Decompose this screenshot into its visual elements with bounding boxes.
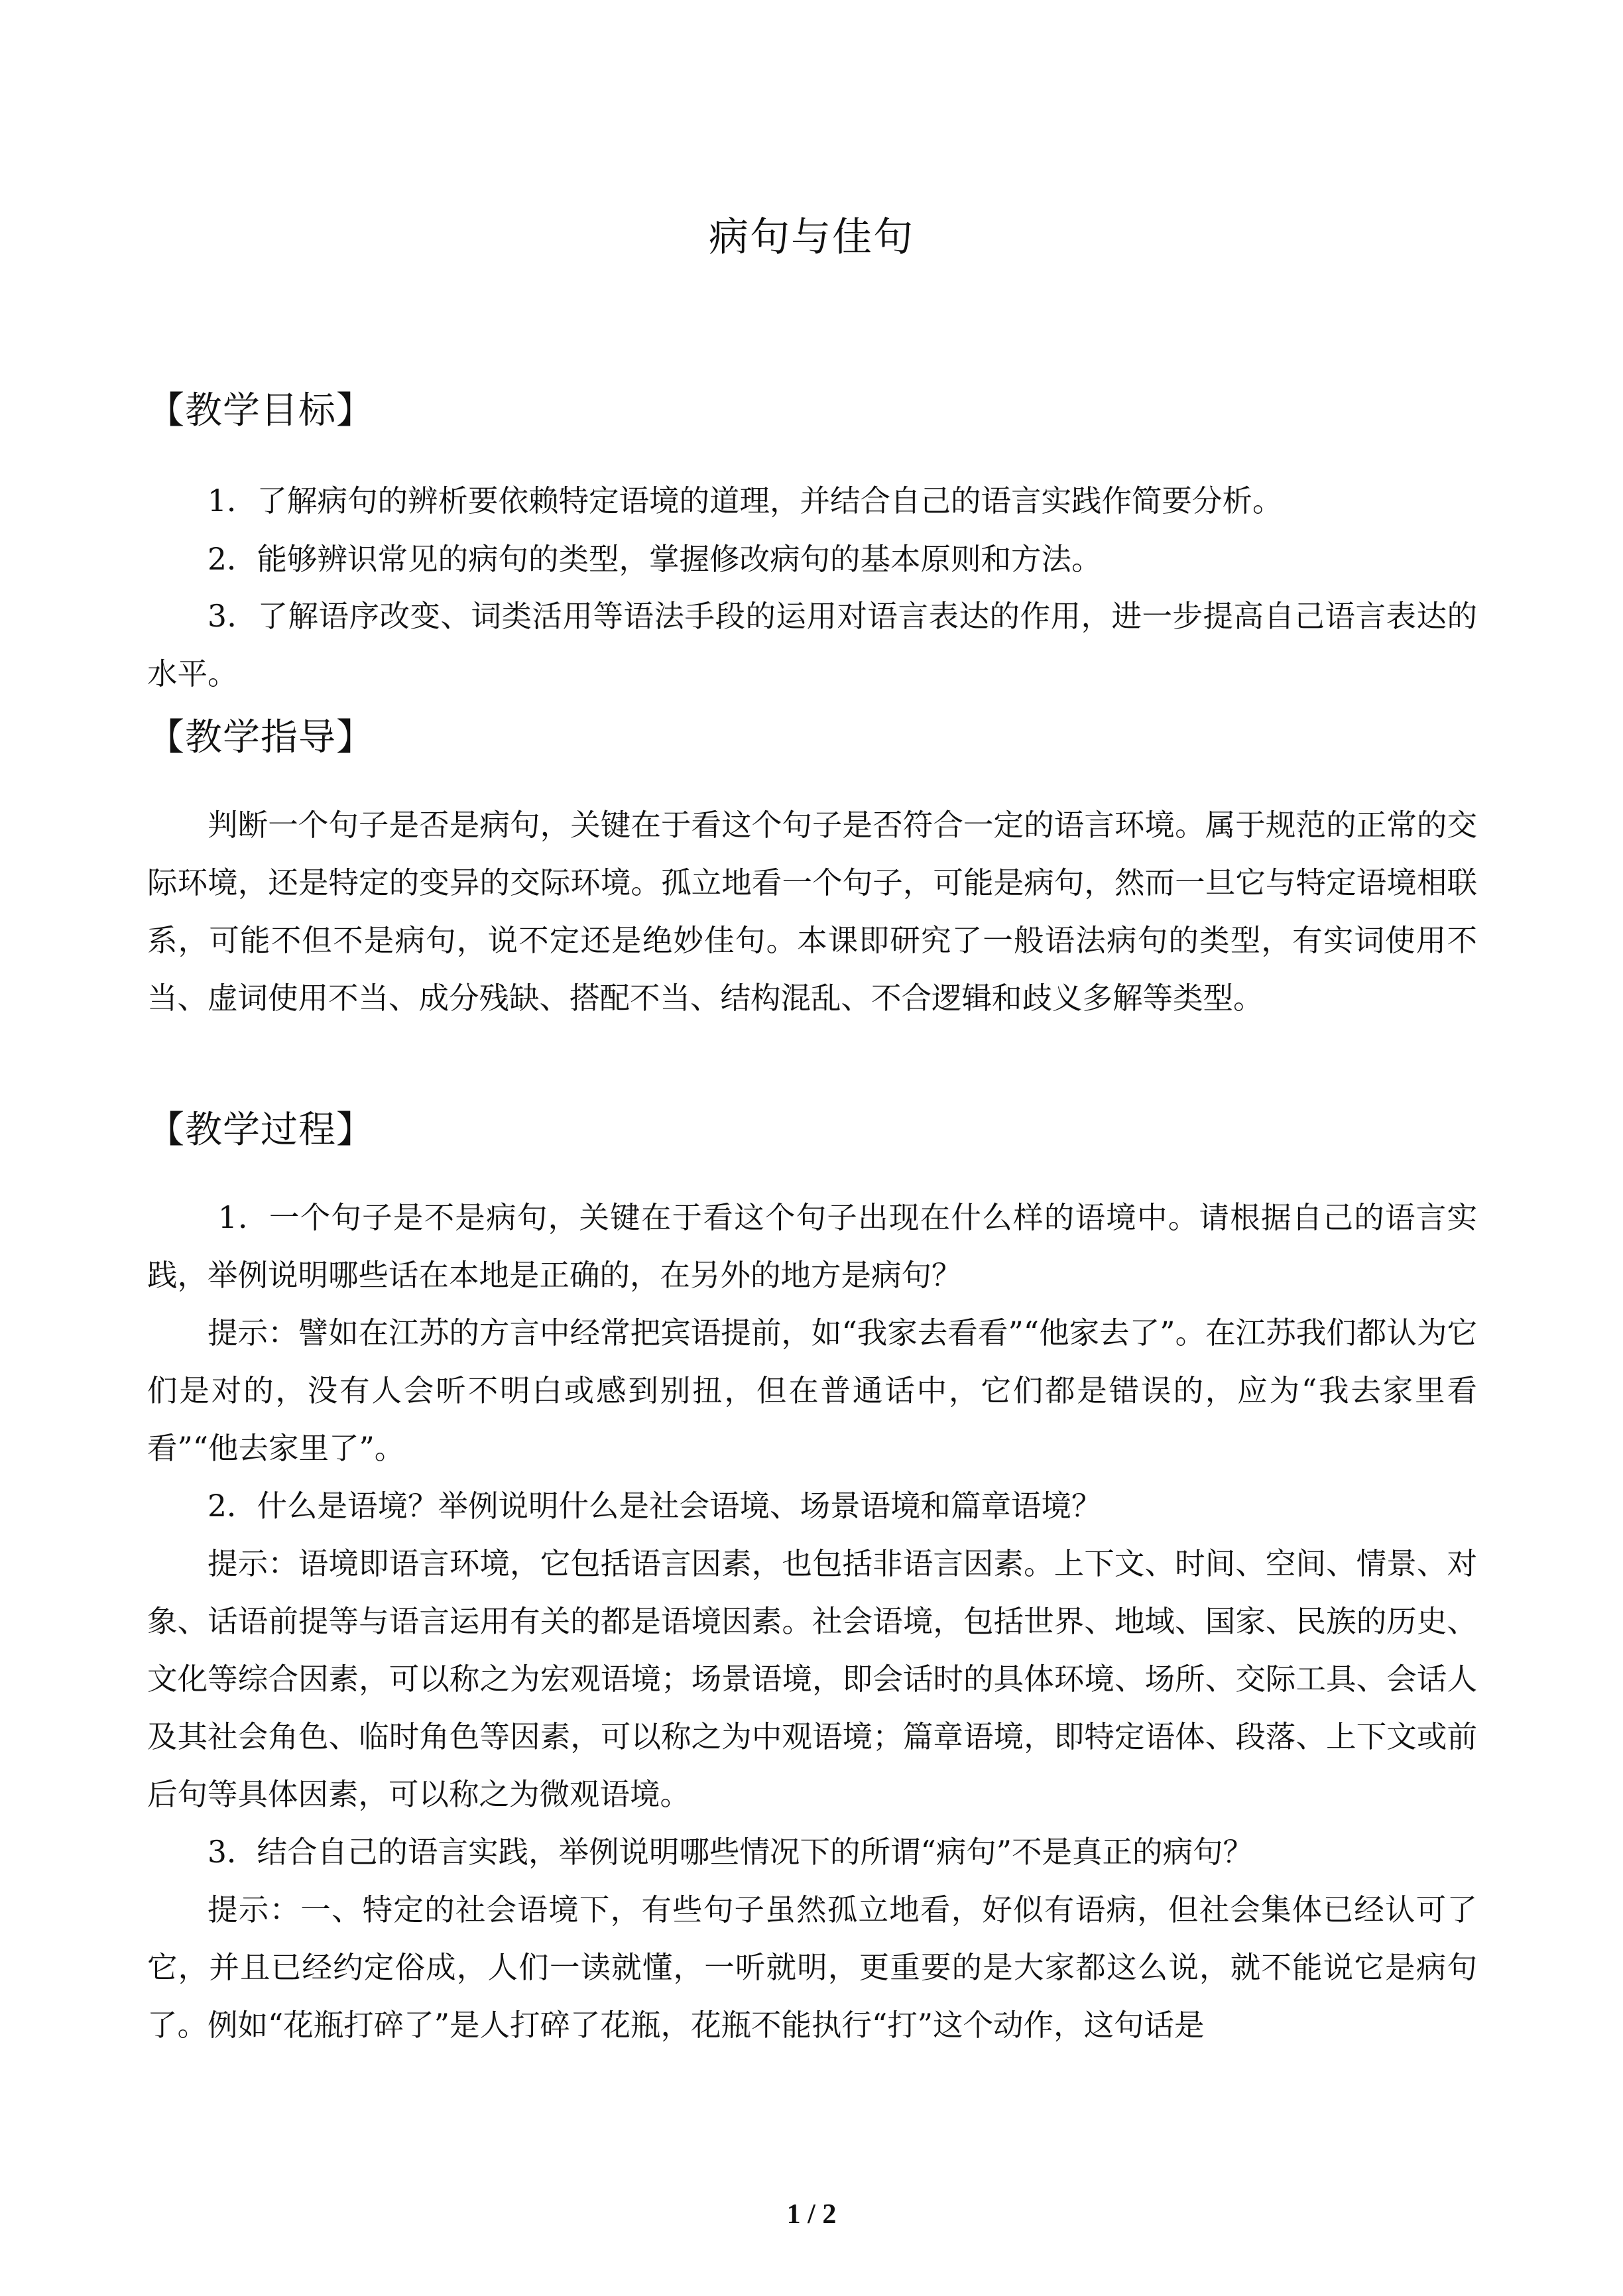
guidance-paragraph: 判断一个句子是否是病句，关键在于看这个句子是否符合一定的语言环境。属于规范的正常的交际环境，还是特定的变异的交际环境。孤立地看一个句子，可能是病句，然而一旦它与特定语境相联系，可能不但不是病句，说不定还是绝妙佳句。本课即研究了一般语法病句的类型，有实词使用不当、虚词使用不当、成分残缺、搭配不当、结构混乱、不合逻辑和歧义多解等类型。 [147,808,1477,1016]
process-question-2: 2．什么是语境？举例说明什么是社会语境、场景语境和篇章语境？ [208,1488,1102,1524]
process-question-1: 1．一个句子是不是病句，关键在于看这个句子出现在什么样的语境中。请根据自己的语言实践，举例说明哪些话在本地是正确的，在另外的地方是病句？ [147,1200,1477,1293]
process-hint-2: 提示：语境即语言环境，它包括语言因素，也包括非语言因素。上下文、时间、空间、情景、对象、话语前提等与语言运用有关的都是语境因素。社会语境，包括世界、地域、国家、民族的历史、文化等综合因素，可以称之为宏观语境；场景语境，即会话时的具体环境、场所、交际工具、会话人及其社会角色、临时角色等因素，可以称之为中观语境；篇章语境，即特定语体、段落、上下文或前后句等具体因素，可以称之为微观语境。 [147,1546,1477,1812]
goal-item-2: 2．能够辨识常见的病句的类型，掌握修改病句的基本原则和方法。 [208,542,1102,577]
section-heading-goals: 【教学目标】 [147,389,374,432]
goal-item-3: 3．了解语序改变、词类活用等语法手段的运用对语言表达的作用，进一步提高自己语言表达的水平。 [147,599,1477,692]
goal-item-1: 1．了解病句的辨析要依赖特定语境的道理，并结合自己的语言实践作简要分析。 [208,483,1283,518]
document-title: 病句与佳句 [709,214,914,261]
process-question-3: 3．结合自己的语言实践，举例说明哪些情况下的所谓“病句”不是真正的病句？ [208,1835,1253,1870]
section-heading-guidance: 【教学指导】 [147,716,374,759]
process-hint-1: 提示：譬如在江苏的方言中经常把宾语提前，如“我家去看看”“他家去了”。在江苏我们都认为它们是对的，没有人会听不明白或感到别扭，但在普通话中，它们都是错误的，应为“我去家里看看”“他去家里了”。 [147,1315,1477,1466]
page-number: 1 / 2 [786,2199,837,2230]
section-heading-process: 【教学过程】 [147,1109,374,1152]
process-hint-3: 提示：一、特定的社会语境下，有些句子虽然孤立地看，好似有语病，但社会集体已经认可了它，并且已经约定俗成，人们一读就懂，一听就明，更重要的是大家都这么说，就不能说它是病句了。例如“花瓶打碎了”是人打碎了花瓶，花瓶不能执行“打”这个动作，这句话是 [147,1892,1477,2043]
